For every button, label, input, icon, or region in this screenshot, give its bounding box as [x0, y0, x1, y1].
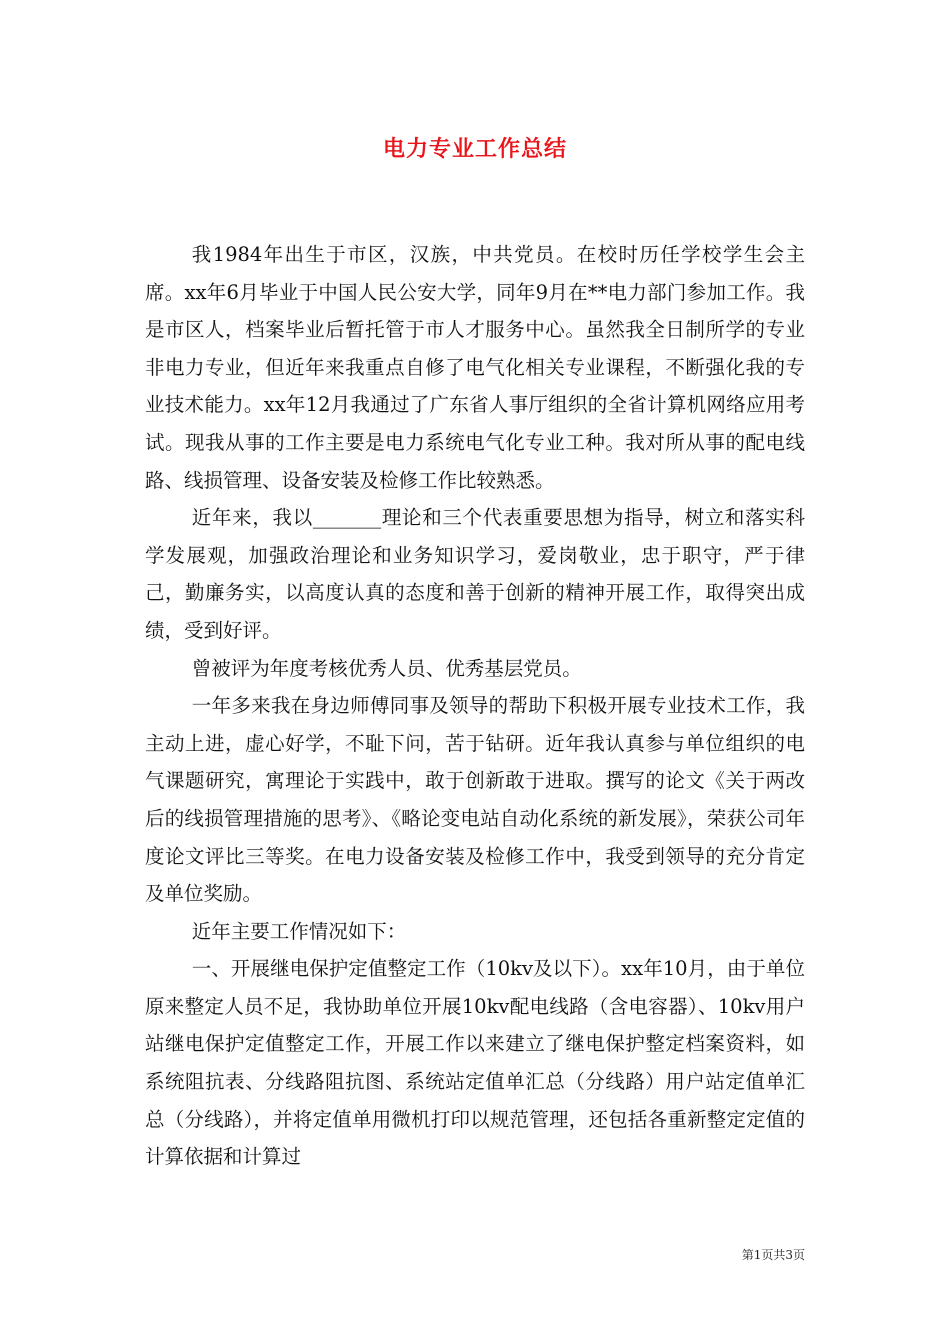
- paragraph-work-attitude: 近年来，我以_______理论和三个代表重要思想为指导，树立和落实科学发展观，加强政治理论和业务知识学习，爱岗敬业，忠于职守，严于律己，勤廉务实，以高度认真的态度和善于创新的精神开展工作，取得突出成绩，受到好评。: [145, 506, 805, 642]
- paragraph-personal-background: 我1984年出生于市区，汉族，中共党员。在校时历任学校学生会主席。xx年6月毕业于中国人民公安大学，同年9月在**电力部门参加工作。我是市区人，档案毕业后暂托管于市人才服务中心。虽然我全日制所学的专业非电力专业，但近年来我重点自修了电气化相关专业课程，不断强化我的专业技术能力。xx年12月我通过了广东省人事厅组织的全省计算机网络应用考试。现我从事的工作主要是电力系统电气化专业工种。我对所从事的配电线路、线损管理、设备安装及检修工作比较熟悉。: [145, 243, 805, 492]
- page-indicator: 第1页共3页: [741, 1248, 805, 1262]
- paragraph-technical-work: 一年多来我在身边师傅同事及领导的帮助下积极开展专业技术工作，我主动上进，虚心好学，不耻下问，苦于钻研。近年我认真参与单位组织的电气课题研究，寓理论于实践中，敢于创新敢于进取。撰写的论文《关于两改后的线损管理措施的思考》、《略论变电站自动化系统的新发展》，荣获公司年度论文评比三等奖。在电力设备安装及检修工作中，我受到领导的充分肯定及单位奖励。: [145, 694, 805, 906]
- document-body: [145, 236, 805, 1176]
- page-title: 电力专业工作总结: [382, 137, 567, 162]
- paragraph-relay-protection: 一、开展继电保护定值整定工作（10kv及以下）。xx年10月，由于单位原来整定人员不足，我协助单位开展10kv配电线路（含电容器）、10kv用户站继电保护定值整定工作，开展工作以来建立了继电保护整定档案资料，如系统阻抗表、分线路阻抗图、系统站定值单汇总（分线路）用户站定值单汇总（分线路），并将定值单用微机打印以规范管理，还包括各重新整定定值的计算依据和计算过: [145, 957, 805, 1169]
- paragraph-honors: 曾被评为年度考核优秀人员、优秀基层党员。: [191, 656, 582, 680]
- paragraph-work-summary-intro: 近年主要工作情况如下：: [191, 919, 407, 943]
